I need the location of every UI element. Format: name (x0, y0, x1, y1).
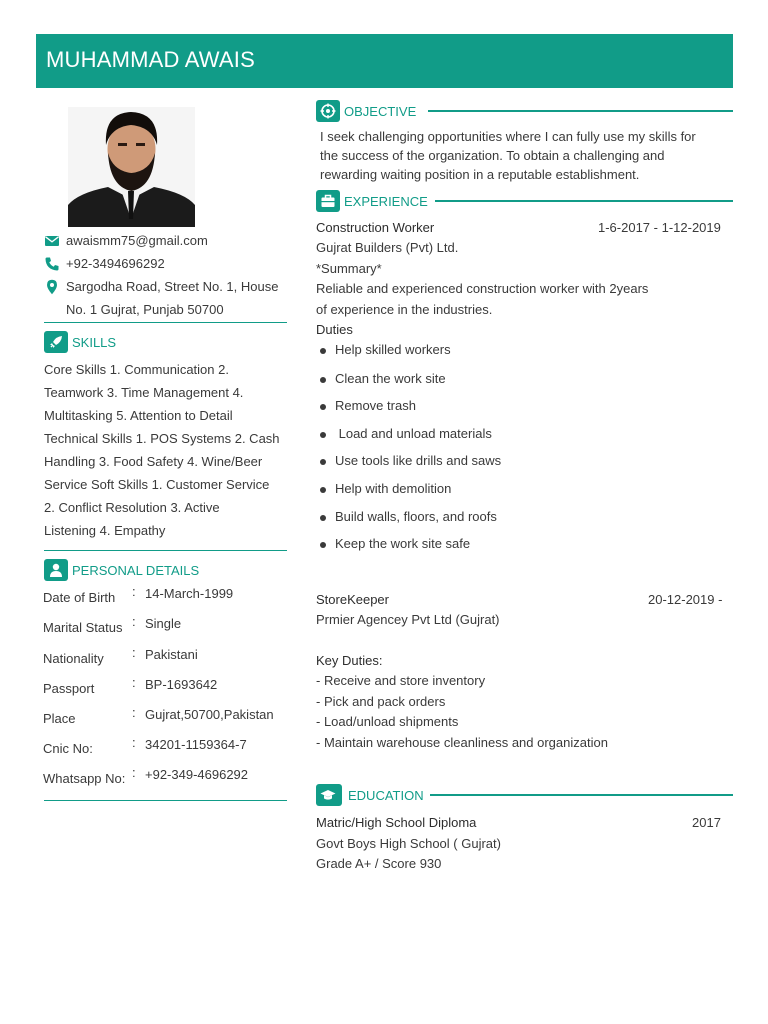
profile-photo (68, 107, 195, 227)
duty-item: - Receive and store inventory (316, 673, 486, 688)
detail-label: Nationality (43, 651, 104, 666)
detail-label: Date of Birth (43, 590, 116, 605)
skills-list (44, 358, 294, 542)
detail-colon: : (132, 584, 136, 599)
job-summary-label: *Summary* (316, 261, 382, 276)
skills-line: Teamwork 3. Time Management 4. (44, 385, 244, 400)
detail-value: Pakistani (145, 647, 198, 662)
duty-item: Use tools like drills and saws (335, 453, 502, 468)
candidate-name: MUHAMMAD AWAIS (46, 47, 255, 72)
job-duties-label: Duties (316, 322, 353, 337)
job-summary-line: Reliable and experienced construction worker with 2years (316, 281, 649, 296)
job-role: Construction Worker (316, 220, 435, 235)
user-icon (44, 559, 68, 581)
detail-label: Passport (43, 681, 95, 696)
phone-text: +92-3494696292 (66, 256, 165, 271)
duty-item: Clean the work site (335, 371, 446, 386)
graduation-cap-icon (316, 784, 342, 806)
personal-details-title: PERSONAL DETAILS (72, 563, 200, 578)
address-line1: Sargodha Road, Street No. 1, House (66, 279, 279, 294)
detail-colon: : (132, 645, 136, 660)
education-heading (316, 784, 436, 808)
objective-line: I seek challenging opportunities where I can fully use my skills for (320, 129, 696, 144)
duty-item: Help with demolition (335, 481, 452, 496)
personal-details-heading (44, 559, 264, 583)
email-text: awaismm75@gmail.com (66, 233, 208, 248)
detail-colon: : (132, 614, 136, 629)
duty-item: - Load/unload shipments (316, 714, 459, 729)
duty-item: Keep the work site safe (335, 536, 471, 551)
phone-icon (44, 256, 60, 272)
target-icon (316, 100, 340, 122)
bullet-dot (320, 404, 326, 410)
briefcase-icon (316, 190, 340, 212)
detail-colon: : (132, 675, 136, 690)
skills-line: Core Skills 1. Communication 2. (44, 362, 229, 377)
rocket-icon (44, 331, 68, 353)
detail-label: Marital Status (43, 620, 123, 635)
job-company: Gujrat Builders (Pvt) Ltd. (316, 240, 459, 255)
bullet-dot (320, 348, 326, 354)
duty-item: - Maintain warehouse cleanliness and organization (316, 735, 608, 750)
section-rule (428, 110, 733, 112)
skills-line: 2. Conflict Resolution 3. Active (44, 500, 220, 515)
section-rule (430, 794, 733, 796)
duty-item: Load and unload materials (335, 426, 492, 441)
job-dates: 1-6-2017 - 1-12-2019 (598, 220, 721, 235)
degree-name: Matric/High School Diploma (316, 815, 477, 830)
skills-line: Service Soft Skills 1. Customer Service (44, 477, 270, 492)
detail-value: 34201-1159364-7 (145, 737, 247, 752)
skills-line: Technical Skills 1. POS Systems 2. Cash (44, 431, 280, 446)
detail-value: 14-March-1999 (145, 586, 234, 601)
experience-heading (316, 190, 446, 214)
job-duties-label: Key Duties: (316, 653, 383, 668)
divider (44, 322, 287, 323)
portrait-image (68, 107, 195, 227)
bullet-dot (320, 459, 326, 465)
section-rule (435, 200, 733, 202)
objective-heading (316, 100, 436, 124)
education-title: EDUCATION (348, 788, 424, 803)
school-name: Govt Boys High School ( Gujrat) (316, 836, 501, 851)
degree-year: 2017 (692, 815, 721, 830)
duty-item: Build walls, floors, and roofs (335, 509, 497, 524)
location-pin-icon (44, 279, 60, 295)
skills-heading (44, 331, 244, 355)
grade-text: Grade A+ / Score 930 (316, 856, 442, 871)
detail-value: +92-349-4696292 (145, 767, 249, 782)
objective-title: OBJECTIVE (344, 104, 417, 119)
skills-line: Multitasking 5. Attention to Detail (44, 408, 233, 423)
skills-title: SKILLS (72, 335, 117, 350)
divider (44, 550, 287, 551)
job-company: Prmier Agencey Pvt Ltd (Gujrat) (316, 612, 500, 627)
detail-value: Gujrat,50700,Pakistan (145, 707, 274, 722)
detail-colon: : (132, 705, 136, 720)
detail-label: Place (43, 711, 76, 726)
bullet-dot (320, 487, 326, 493)
duty-item: - Pick and pack orders (316, 694, 446, 709)
job-role: StoreKeeper (316, 592, 389, 607)
bullet-dot (320, 542, 326, 548)
detail-value: Single (145, 616, 182, 631)
bullet-dot (320, 432, 326, 438)
experience-title: EXPERIENCE (344, 194, 428, 209)
email-icon (44, 233, 60, 249)
detail-label: Cnic No: (43, 741, 93, 756)
detail-colon: : (132, 735, 136, 750)
job-dates: 20-12-2019 - (648, 592, 723, 607)
bullet-dot (320, 377, 326, 383)
header-bar (36, 34, 733, 88)
objective-line: the success of the organization. To obtain a challenging and (320, 148, 665, 163)
duty-item: Help skilled workers (335, 342, 451, 357)
address-line2: No. 1 Gujrat, Punjab 50700 (66, 302, 224, 317)
bullet-dot (320, 515, 326, 521)
detail-value: BP-1693642 (145, 677, 218, 692)
skills-line: Listening 4. Empathy (44, 523, 166, 538)
objective-line: rewarding waiting position in a reputable establishment. (320, 167, 640, 182)
duty-item: Remove trash (335, 398, 416, 413)
detail-colon: : (132, 765, 136, 780)
detail-label: Whatsapp No: (43, 771, 126, 786)
divider (44, 800, 287, 801)
skills-line: Handling 3. Food Safety 4. Wine/Beer (44, 454, 263, 469)
job-summary-line: of experience in the industries. (316, 302, 493, 317)
